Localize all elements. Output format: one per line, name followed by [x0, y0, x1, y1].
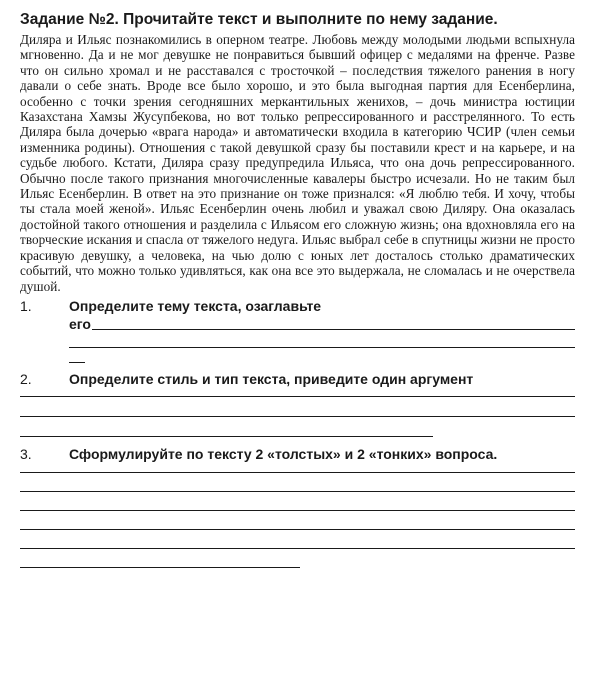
task-1-text: Определите тему текста, озаглавьте — [69, 297, 322, 314]
task-1-text-continued: его — [69, 315, 91, 332]
answer-line[interactable] — [92, 329, 575, 330]
task-3-number: 3. — [20, 445, 32, 462]
answer-line[interactable] — [20, 396, 575, 397]
answer-line[interactable] — [69, 347, 575, 348]
answer-line[interactable] — [20, 529, 575, 530]
answer-line[interactable] — [20, 510, 575, 511]
task-2-text: Определите стиль и тип текста, приведите один аргумент — [69, 370, 474, 387]
answer-line[interactable] — [20, 548, 575, 549]
reading-passage: Диляра и Ильяс познакомились в оперном театре. Любовь между молодыми людьми вспыхнула мгновенно. Да и не мог девушке не понравиться бывший офицер с медалями на френче. Разве что он сильно хромал и не расставался с тросточкой – последствия тяжелого ранения в ногу давали о себе знать. Вроде все было хорошо, и это была выгодная партия для Есенберлина, особенно с точки зрения сегодняшних меркантильных женихов, – дочь министра юстиции Казахстана Хамзы Жусупбекова, но вот только репрессированного и расстрелянного. То есть Диляра была дочерью «врага народа» и автоматически входила в категорию ЧСИР (член семьи изменника родины). Отношения с такой девушкой сразу бы поставили крест и на карьере, и на судьбе любого. Кстати, Диляра сразу предупредила Ильяса, что она дочь репрессированного. Обычно после такого признания многочисленные кавалеры быстро исчезали. Но не таким был Ильяс Есенберлин. В ответ на это признание он тоже признался: «Я люблю тебя. И хочу, чтобы ты стала моей женой». Ильяс Есенберлин очень любил и уважал свою Диляру. Она оказалась достойной такого отношения и разделила с Ильясом его сложную жизнь; она вдохновляла его на творческие искания и спасла от тяжелого недуга. Ильяс выбрал себе в спутницы жизни не просто красивую девушку, а человека, на чью долю с юных лет досталось столько драматических событий, что можно только удивляться, как она все это выдержала, не сломалась и не очерствела душой. — [20, 32, 575, 294]
task-1-number: 1. — [20, 297, 32, 314]
answer-line[interactable] — [20, 567, 300, 568]
answer-line[interactable] — [20, 472, 575, 473]
worksheet — [20, 10, 575, 568]
task-2-number: 2. — [20, 370, 32, 387]
task-3-text: Сформулируйте по тексту 2 «толстых» и 2 «тонких» вопроса. — [69, 445, 498, 462]
task-2 — [20, 370, 575, 388]
answer-line[interactable] — [69, 362, 85, 363]
assignment-title: Задание №2. Прочитайте текст и выполните по нему задание. — [20, 11, 498, 28]
answer-line[interactable] — [20, 416, 575, 417]
task-3 — [20, 445, 575, 463]
answer-line[interactable] — [20, 491, 575, 492]
task-1-title-line — [20, 315, 575, 333]
answer-line[interactable] — [20, 436, 433, 437]
task-1 — [20, 297, 575, 315]
